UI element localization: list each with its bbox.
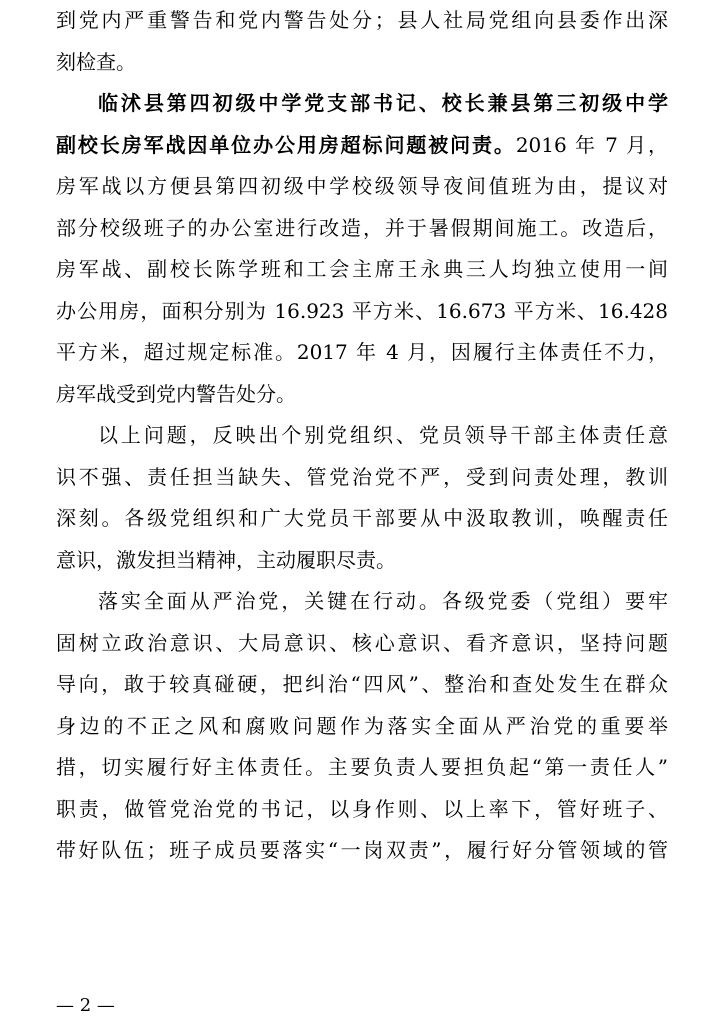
paragraph-2-line-3: 房军战以方便县第四初级中学校级领导夜间值班为由，提议对 [56,174,668,198]
paragraph-4-line-1: 落实全面从严治党，关键在行动。各级党委（党组）要牢 [98,589,668,613]
paragraph-2-date: 2016 年 7 月， [515,132,669,157]
paragraph-3-line-4: 意识，激发担当精神，主动履职尽责。 [56,547,396,572]
paragraph-4-line-5: 措，切实履行好主体责任。主要负责人要担负起“第一责任人” [56,755,668,779]
paragraph-2-line-6: 办公用房，面积分别为 16.923 平方米、16.673 平方米、16.428 [56,298,668,323]
paragraph-4-line-6: 职责，做管党治党的书记，以身作则、以上率下，管好班子、 [56,796,668,821]
paragraph-2-line-5: 房军战、副校长陈学班和工会主席王永典三人均独立使用一间 [56,257,668,281]
document-body [56,0,669,1016]
paragraph-2-bold-heading: 副校长房军战因单位办公用房超标问题被问责。 [56,132,516,157]
paragraph-3-line-2: 识不强、责任担当缺失、管党治党不严，受到问责处理，教训 [56,464,668,489]
paragraph-4-line-4: 身边的不正之风和腐败问题作为落实全面从严治党的重要举 [56,713,668,738]
paragraph-2-line-4: 部分校级班子的办公室进行改造，并于暑假期间施工。改造后， [56,215,668,240]
paragraph-3-line-1: 以上问题，反映出个别党组织、党员领导干部主体责任意 [98,423,668,447]
paragraph-4-line-7: 带好队伍；班子成员要落实“一岗双责”，履行好分管领域的管 [56,838,668,862]
paragraph-2-mixed-line [56,125,668,167]
paragraph-2-bold-line-1: 临沭县第四初级中学党支部书记、校长兼县第三初级中学 [98,91,668,115]
paragraph-2-line-8: 房军战受到党内警告处分。 [56,381,296,406]
page-number: — 2 — [56,995,115,1016]
paragraph-3-line-3: 深刻。各级党组织和广大党员干部要从中汲取教训，唤醒责任 [56,506,668,530]
paragraph-2-line-7: 平方米，超过规定标准。2017 年 4 月，因履行主体责任不力， [56,340,668,364]
paragraph-1-line-2: 刻检查。 [56,49,136,74]
paragraph-4-line-2: 固树立政治意识、大局意识、核心意识、看齐意识，坚持问题 [56,630,668,655]
paragraph-4-line-3: 导向，敢于较真碰硬，把纠治“四风”、整治和查处发生在群众 [56,672,668,696]
paragraph-1-line-1: 到党内严重警告和党内警告处分；县人社局党组向县委作出深 [56,8,668,32]
